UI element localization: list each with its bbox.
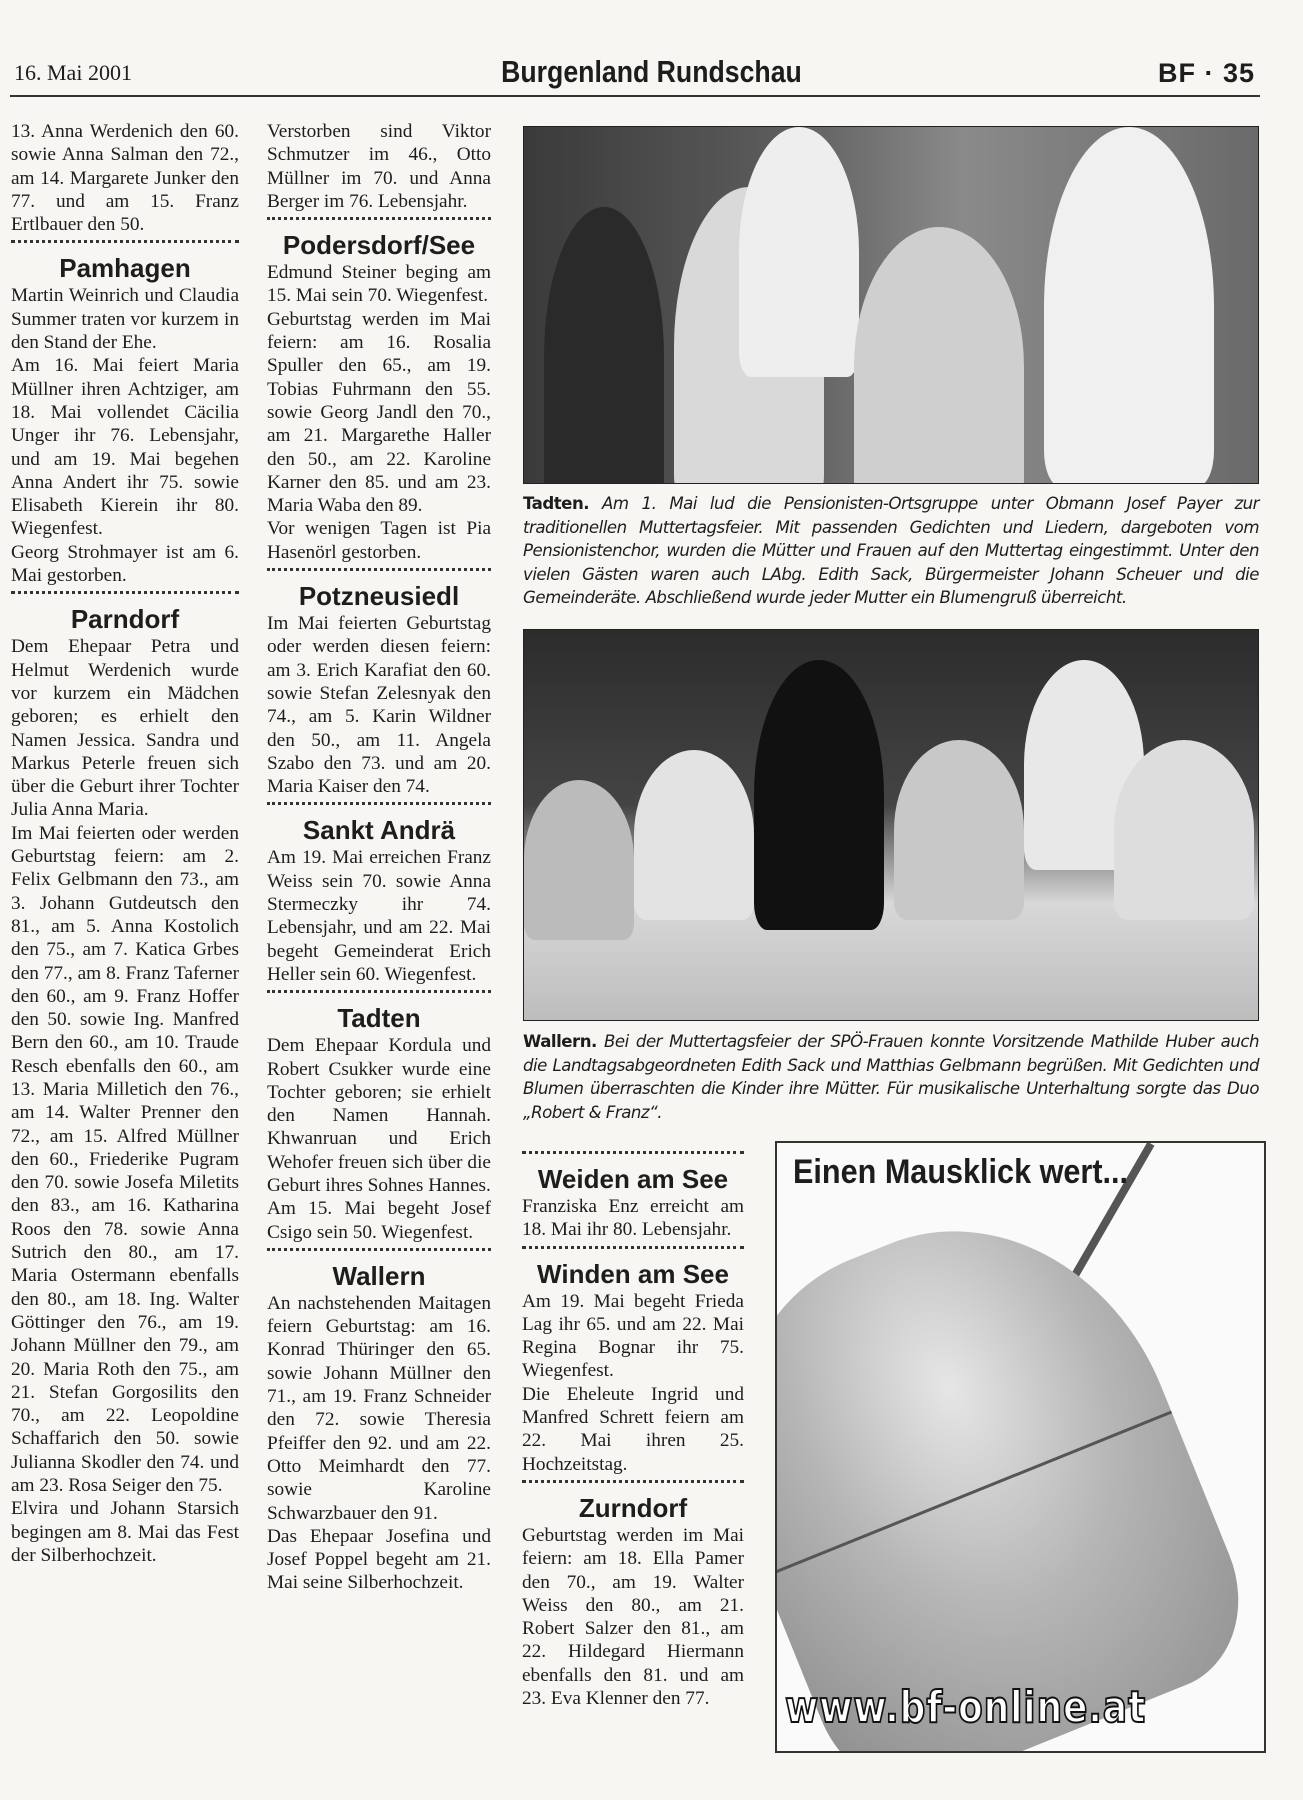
news-section xyxy=(522,1480,744,1710)
news-section xyxy=(267,217,491,564)
page-number: BF · 35 xyxy=(1157,58,1255,88)
news-section xyxy=(11,240,239,587)
section-heading: Weiden am See xyxy=(537,1164,729,1194)
section-paragraph: Das Ehepaar Josefina und Josef Poppel begeht am 21. Mai seine Silberhochzeit. xyxy=(267,1525,491,1594)
section-paragraph: Am 19. Mai begeht Frieda Lag ihr 65. und am 22. Mai Regina Bognar ihr 75. Wiegenfest. xyxy=(522,1290,744,1382)
section-paragraph: Franziska Enz erreicht am 18. Mai ihr 80. Lebensjahr. xyxy=(522,1196,744,1241)
dotted-separator xyxy=(522,1151,744,1160)
section-paragraph: An nachstehenden Maitagen feiern Geburtstag: am 16. Konrad Thüringer den 65. sowie Johann Müllner den 71., am 19. Franz Schneider den 72. sowie Theresia Pfeiffer den 92. und am 22. Otto Meimhardt den 77. sowie Karoline Schwarzbauer den 91. xyxy=(267,1292,491,1524)
section-paragraph: 13. Anna Werdenich den 60. sowie Anna Salman den 72., am 14. Margarete Junker den 77. und am 15. Franz Ertlbauer den 50. xyxy=(11,121,239,236)
column-3 xyxy=(522,1147,744,1710)
section-heading: Sankt Andrä xyxy=(302,815,456,846)
column-1 xyxy=(11,120,239,1567)
section-paragraph: Vor wenigen Tagen ist Pia Hasenörl gestorben. xyxy=(267,518,491,563)
header-rule xyxy=(10,95,1260,97)
section-paragraph: Dem Ehepaar Petra und Helmut Werdenich wurde vor kurzem ein Mädchen geboren; es erhielt den Namen Jessica. Sandra und Markus Peterle freuen sich über die Geburt ihrer Tochter Julia Anna Maria. xyxy=(11,636,239,821)
ad-url[interactable]: www.bf-online.at xyxy=(785,1682,1147,1733)
photo-tadten-mothers-day xyxy=(523,126,1259,484)
dotted-separator xyxy=(267,802,491,811)
section-paragraph: Am 19. Mai erreichen Franz Weiss sein 70. sowie Anna Stermeczky ihr 74. Lebensjahr, und am 22. Mai begeht Gemeinderat Erich Heller sein 60. Wiegenfest. xyxy=(267,847,491,985)
section-paragraph: Geburtstag werden im Mai feiern: am 16. Rosalia Spuller den 65., am 19. Tobias Fuhrmann den 55. sowie Georg Jandl den 70., am 21. Margarethe Haller den 50., am 22. Karoline Karner den 85. und am 23. Maria Waba den 89. xyxy=(267,308,491,517)
news-section xyxy=(11,120,239,236)
section-paragraph: Im Mai feierten oder werden Geburtstag feiern: am 2. Felix Gelbmann den 73., am 3. Johann Gutdeutsch den 81., am 5. Anna Kostolich den 75., am 7. Katica Grbes den 77., am 8. Franz Taferner den 60., am 9. Franz Hoffer den 50. sowie Ing. Manfred Bern den 60., am 10. Traude Resch ebenfalls den 60., am 13. Maria Milletich den 76., am 14. Walter Prenner den 72., am 15. Alfred Müllner den 60., Friederike Pugram den 70. sowie Josefa Miletits den 83., am 16. Katharina Roos den 78. sowie Anna Sutrich den 80., am 17. Maria Ostermann ebenfalls den 80., am 18. Ing. Walter Göttinger den 76., am 19. Johann Müllner den 79., am 20. Maria Roth den 75., am 21. Stefan Gorgosilits den 70., am 22. Leopoldine Schaffarich den 50. sowie Julianna Skodler den 74. und am 23. Rosa Seiger den 75. xyxy=(11,822,239,1497)
section-paragraph: Die Eheleute Ingrid und Manfred Schrett feiern am 22. Mai ihren 25. Hochzeitstag. xyxy=(522,1383,744,1475)
photo-caption-tadten xyxy=(523,492,1259,610)
section-heading: Podersdorf/See xyxy=(282,230,476,261)
caption-text: Am 1. Mai lud die Pensionisten-Ortsgruppe unter Obmann Josef Payer zur traditionellen Muttertagsfeier. Mit passenden Gedichten und Liedern, dargeboten vom Pensionistenchor, wurden die Mütter und Frauen auf den Muttertag eingestimmt. Unter den vielen Gästen waren auch LAbg. Edith Sack, Bürgermeister Johann Scheuer und die Gemeinderäte. Abschließend wurde jeder Mutter ein Blumengruß überreicht. xyxy=(523,494,1259,607)
dotted-separator xyxy=(522,1246,744,1255)
section-heading: Winden am See xyxy=(537,1258,729,1289)
news-section xyxy=(522,1151,744,1242)
section-heading: Zurndorf xyxy=(578,1492,688,1523)
dotted-separator xyxy=(522,1480,744,1489)
news-section xyxy=(267,568,491,798)
masthead: Burgenland Rundschau xyxy=(501,54,802,89)
section-paragraph: Georg Strohmayer ist am 6. Mai gestorben. xyxy=(11,541,239,587)
dotted-separator xyxy=(267,1248,491,1257)
photo-wallern-mothers-day xyxy=(523,629,1259,1021)
caption-text: Bei der Muttertagsfeier der SPÖ-Frauen konnte Vorsitzende Mathilde Huber auch die Landtagsabgeordneten Edith Sack und Matthias Gelbmann begrüßen. Mit Gedichten und Blumen überraschten die Kinder ihre Mütter. Für musikalische Unterhaltung sorgte das Duo „Robert & Franz“. xyxy=(523,1032,1259,1122)
dotted-separator xyxy=(267,217,491,226)
news-section xyxy=(267,120,491,213)
news-section xyxy=(267,1248,491,1595)
section-paragraph: Dem Ehepaar Kordula und Robert Csukker wurde eine Tochter geboren; sie erhielt den Namen Hannah. Khwanruan und Erich Wehofer freuen sich über die Geburt ihres Sohnes Hannes. xyxy=(267,1035,491,1196)
section-paragraph: Geburtstag werden im Mai feiern: am 18. Ella Pamer den 70., am 19. Walter Weiss den 80., am 21. Robert Salzer den 81., am 22. Hildegard Hiermann ebenfalls den 81. und am 23. Eva Klenner den 77. xyxy=(522,1524,744,1710)
issue-date: 16. Mai 2001 xyxy=(14,60,132,85)
caption-place: Wallern. xyxy=(523,1032,597,1051)
section-paragraph: Edmund Steiner beging am 15. Mai sein 70. Wiegenfest. xyxy=(267,262,491,307)
caption-place: Tadten. xyxy=(523,494,590,513)
section-paragraph: Verstorben sind Viktor Schmutzer im 46., Otto Müllner im 70. und Anna Berger im 76. Lebensjahr. xyxy=(267,121,491,212)
section-heading: Tadten xyxy=(337,1003,421,1034)
ad-title: Einen Mausklick wert... xyxy=(793,1153,1129,1191)
dotted-separator xyxy=(11,591,239,600)
news-section xyxy=(522,1246,744,1476)
section-paragraph: Im Mai feierten Geburtstag oder werden diesen feiern: am 3. Erich Karafiat den 60. sowie Stefan Zelesnyak den 74., am 5. Karin Wildner den 50., am 11. Angela Szabo den 73. und am 20. Maria Kaiser den 74. xyxy=(267,613,491,798)
dotted-separator xyxy=(267,568,491,577)
section-heading: Pamhagen xyxy=(59,253,191,284)
column-2 xyxy=(267,120,491,1595)
news-section xyxy=(267,802,491,986)
section-paragraph: Martin Weinrich und Claudia Summer traten vor kurzem in den Stand der Ehe. xyxy=(11,285,239,354)
advertisement xyxy=(775,1141,1266,1753)
news-section xyxy=(267,990,491,1244)
section-paragraph: Am 15. Mai begeht Josef Csigo sein 50. Wiegenfest. xyxy=(267,1198,491,1243)
lamp-image xyxy=(775,1170,1266,1753)
news-section xyxy=(11,591,239,1567)
dotted-separator xyxy=(11,240,239,249)
section-heading: Potzneusiedl xyxy=(298,581,460,612)
section-heading: Wallern xyxy=(332,1260,426,1291)
section-heading: Parndorf xyxy=(70,604,180,635)
photo-caption-wallern xyxy=(523,1030,1259,1124)
section-paragraph: Am 16. Mai feiert Maria Müllner ihren Achtziger, am 18. Mai vollendet Cäcilia Unger ihr 76. Lebensjahr, und am 19. Mai begehen Anna Andert ihr 75. sowie Elisabeth Kierein ihr 80. Wiegenfest. xyxy=(11,355,239,540)
dotted-separator xyxy=(267,990,491,999)
section-paragraph: Elvira und Johann Starsich begingen am 8. Mai das Fest der Silberhochzeit. xyxy=(11,1498,239,1566)
